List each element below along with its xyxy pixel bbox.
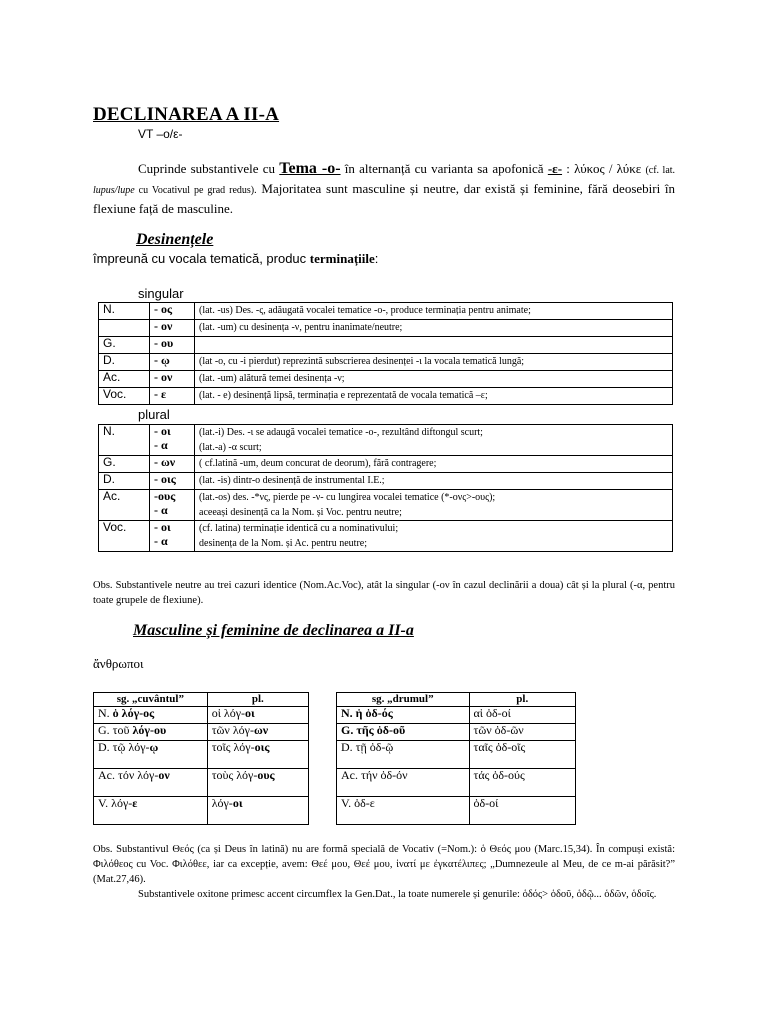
plural-ending: -ους bbox=[154, 489, 176, 503]
paradigm-singular-cell: N. ὁ λόγ-ος bbox=[94, 707, 208, 724]
paradigm-plural-cell: τοῖς λόγ-οις bbox=[207, 741, 308, 769]
paradigm-row bbox=[94, 724, 309, 741]
obs-oxitone: Substantivele oxitone primesc accent circumflex la Gen.Dat., la toate numerele și genurile: ὁδός> ὁδοῦ, ὁδῷ... ὁδῶν, ὁδοῖς. bbox=[138, 889, 657, 900]
singular-case-cell: G. bbox=[99, 337, 150, 354]
plural-ending: - οι bbox=[154, 520, 171, 534]
plural-desc-line: ( cf.latină -um, deum concurat de deorum), fără contragere; bbox=[199, 458, 437, 469]
singular-label: singular bbox=[138, 286, 184, 301]
paradigm-plural-cell: τῶν ὁδ-ῶν bbox=[469, 724, 575, 741]
paradigm-header: pl. bbox=[207, 693, 308, 707]
greek-word-anthropoi: ἄνθρωποι bbox=[93, 656, 144, 671]
paradigm-singular-cell: G. τῆς ὁδ-οῦ bbox=[337, 724, 470, 741]
singular-row bbox=[99, 354, 673, 371]
plural-ending-cell bbox=[150, 490, 195, 521]
plural-row bbox=[99, 456, 673, 473]
plural-case-cell: Ac. bbox=[99, 490, 150, 521]
desinente-subtitle: împreună cu vocala tematică, produc terminațiile: bbox=[93, 251, 379, 266]
plural-desc-cell bbox=[195, 490, 673, 521]
paradigm-row bbox=[337, 707, 576, 724]
plural-case-cell: Voc. bbox=[99, 521, 150, 552]
singular-ending-cell: - ε bbox=[150, 388, 195, 405]
plural-row bbox=[99, 490, 673, 521]
paradigm-singular-cell: Ac. τόν λόγ-ον bbox=[94, 769, 208, 797]
paradigm-plural-cell: αἱ ὁδ-οί bbox=[469, 707, 575, 724]
plural-desc-cell bbox=[195, 456, 673, 473]
singular-ending-cell: - ος bbox=[150, 303, 195, 320]
paradigm-plural-cell: ὁδ-οί bbox=[469, 797, 575, 825]
singular-case-cell: Voc. bbox=[99, 388, 150, 405]
obs-theos-text: Obs. Substantivul Θεός (ca și Deus în latină) nu are formă specială de Vocativ (=Nom.): ὁ Θεός μου (Marc.15,34). În compuși există: Φιλόθεος cu Voc. Φιλόθεε, iar ca excepție, avem: Θεέ μου, Θεέ μου, ἱνατί με ἐγκατέλιπες; „Dumnezeule al Meu, de ce m-ai părăsit?” (Mat.27,46). bbox=[93, 844, 675, 885]
plural-ending: - ων bbox=[154, 455, 176, 469]
plural-ending-cell bbox=[150, 456, 195, 473]
intro-colon: : bbox=[566, 161, 570, 176]
paradigm-row bbox=[337, 724, 576, 741]
plural-ending: - α bbox=[154, 437, 168, 452]
singular-desc-cell: (lat. -us) Des. -ς, adăugată vocalei tematice -o-, produce terminația pentru animate; bbox=[195, 303, 673, 320]
paradigm-plural-cell: ταῖς ὁδ-οῖς bbox=[469, 741, 575, 769]
paradigm-header: sg. „cuvântul” bbox=[94, 693, 208, 707]
plural-desc-cell bbox=[195, 521, 673, 552]
plural-table bbox=[98, 424, 673, 552]
plural-desc-cell bbox=[195, 473, 673, 490]
singular-case-cell: N. bbox=[99, 303, 150, 320]
paradigm-header: sg. „drumul” bbox=[337, 693, 470, 707]
singular-ending-cell: - ον bbox=[150, 320, 195, 337]
singular-case-cell bbox=[99, 320, 150, 337]
singular-case-cell: Ac. bbox=[99, 371, 150, 388]
tema-highlight: Tema -o- bbox=[279, 160, 341, 177]
plural-ending: - οις bbox=[154, 472, 176, 486]
paradigm-plural-cell: λόγ-οι bbox=[207, 797, 308, 825]
paradigm-plural-cell: οἱ λόγ-οι bbox=[207, 707, 308, 724]
observation-neutre: Obs. Substantivele neutre au trei cazuri identice (Nom.Ac.Voc), atât la singular (-ον în cazul declinării a doua) cât și la plural (-α, pentru toate grupele de flexiune). bbox=[93, 580, 675, 606]
odos-table bbox=[336, 692, 576, 825]
greek-example: λύκος / λύκε bbox=[574, 161, 642, 176]
singular-ending-cell: - ον bbox=[150, 371, 195, 388]
vowel-theme: VT –o/ε- bbox=[138, 127, 183, 141]
plural-ending: - α bbox=[154, 533, 168, 548]
singular-desc-cell: (lat. -um) cu desinența -ν, pentru inanimate/neutre; bbox=[195, 320, 673, 337]
singular-row bbox=[99, 371, 673, 388]
paradigm-singular-cell: Ac. τήν ὁδ-όν bbox=[337, 769, 470, 797]
plural-row bbox=[99, 521, 673, 552]
paradigm-singular-cell: V. ὁδ-ε bbox=[337, 797, 470, 825]
singular-ending-cell: - ῳ bbox=[150, 354, 195, 371]
plural-desc-line: (lat. -is) dintr-o desinență de instrumental I.E.; bbox=[199, 475, 385, 486]
intro-text-4: Majoritatea sunt masculine și neutre, dar există și feminine, fără deosebiri în flexiune față de masculine. bbox=[93, 181, 676, 216]
singular-row bbox=[99, 337, 673, 354]
plural-desc-line: (cf. latina) terminație identică cu a nominativului; bbox=[199, 523, 399, 534]
singular-ending-cell: - ου bbox=[150, 337, 195, 354]
intro-text-1: Cuprinde substantivele cu bbox=[138, 161, 276, 176]
plural-case-cell: D. bbox=[99, 473, 150, 490]
paradigm-row bbox=[94, 741, 309, 769]
plural-desc-line: aceeași desinență ca la Nom. și Voc. pentru neutre; bbox=[199, 507, 402, 518]
paradigm-singular-cell: D. τῷ λόγ-ῳ bbox=[94, 741, 208, 769]
paradigm-row bbox=[337, 769, 576, 797]
intro-text-2: în alternanță cu varianta sa apofonică bbox=[344, 161, 544, 176]
paradigm-singular-cell: N. ἡ ὁδ-ός bbox=[337, 707, 470, 724]
plural-ending-cell bbox=[150, 473, 195, 490]
paradigm-row bbox=[337, 797, 576, 825]
singular-case-cell: D. bbox=[99, 354, 150, 371]
singular-row bbox=[99, 303, 673, 320]
plural-desc-line: desinența de la Nom. și Ac. pentru neutre; bbox=[199, 538, 368, 549]
singular-desc-cell bbox=[195, 337, 673, 354]
plural-label: plural bbox=[138, 407, 170, 422]
paradigm-row bbox=[337, 741, 576, 769]
intro-paragraph bbox=[93, 160, 675, 218]
paradigm-header-row bbox=[94, 693, 309, 707]
singular-row bbox=[99, 320, 673, 337]
paradigm-row bbox=[94, 797, 309, 825]
paradigm-row bbox=[94, 707, 309, 724]
plural-row bbox=[99, 425, 673, 456]
paradigm-plural-cell: τῶν λόγ-ων bbox=[207, 724, 308, 741]
plural-desc-line: (lat.-os) des. -*νς, pierde pe -ν- cu lungirea vocalei tematice (*-ονς>-ους); bbox=[199, 492, 496, 503]
paradigm-header: pl. bbox=[469, 693, 575, 707]
plural-row bbox=[99, 473, 673, 490]
epsilon-variant: -ε- bbox=[547, 161, 563, 176]
logos-table bbox=[93, 692, 309, 825]
plural-ending: - οι bbox=[154, 424, 171, 438]
masculine-heading: Masculine și feminine de declinarea a II-a bbox=[133, 622, 414, 639]
page-title: DECLINAREA A II-A bbox=[93, 104, 280, 125]
plural-case-cell: N. bbox=[99, 425, 150, 456]
plural-ending-cell bbox=[150, 425, 195, 456]
plural-desc-line: (lat.-a) -α scurt; bbox=[199, 442, 262, 453]
latin-note: (cf. lat. lupus/lupe cu Vocativul pe grad redus). bbox=[93, 165, 676, 196]
paradigm-singular-cell: G. τοῦ λόγ-ου bbox=[94, 724, 208, 741]
paradigm-plural-cell: τοὺς λόγ-ους bbox=[207, 769, 308, 797]
plural-case-cell: G. bbox=[99, 456, 150, 473]
observation-theos bbox=[93, 842, 675, 902]
paradigm-singular-cell: D. τῇ ὁδ-ῷ bbox=[337, 741, 470, 769]
plural-ending: - α bbox=[154, 502, 168, 517]
paradigm-singular-cell: V. λόγ-ε bbox=[94, 797, 208, 825]
singular-desc-cell: (lat -o, cu -i pierdut) reprezintă subscrierea desinenței -ι la vocala tematică lungă; bbox=[195, 354, 673, 371]
paradigm-header-row bbox=[337, 693, 576, 707]
plural-desc-cell bbox=[195, 425, 673, 456]
singular-table bbox=[98, 302, 673, 405]
paradigm-row bbox=[94, 769, 309, 797]
plural-ending-cell bbox=[150, 521, 195, 552]
paradigm-plural-cell: τάς ὁδ-ούς bbox=[469, 769, 575, 797]
singular-desc-cell: (lat. - e) desinență lipsă, terminația e reprezentată de vocala tematică –ε; bbox=[195, 388, 673, 405]
plural-desc-line: (lat.-i) Des. -ι se adaugă vocalei tematice -o-, rezultând diftongul scurt; bbox=[199, 427, 483, 438]
desinente-heading: Desinențele bbox=[136, 231, 214, 248]
singular-desc-cell: (lat. -um) alătură temei desinența -ν; bbox=[195, 371, 673, 388]
singular-row bbox=[99, 388, 673, 405]
